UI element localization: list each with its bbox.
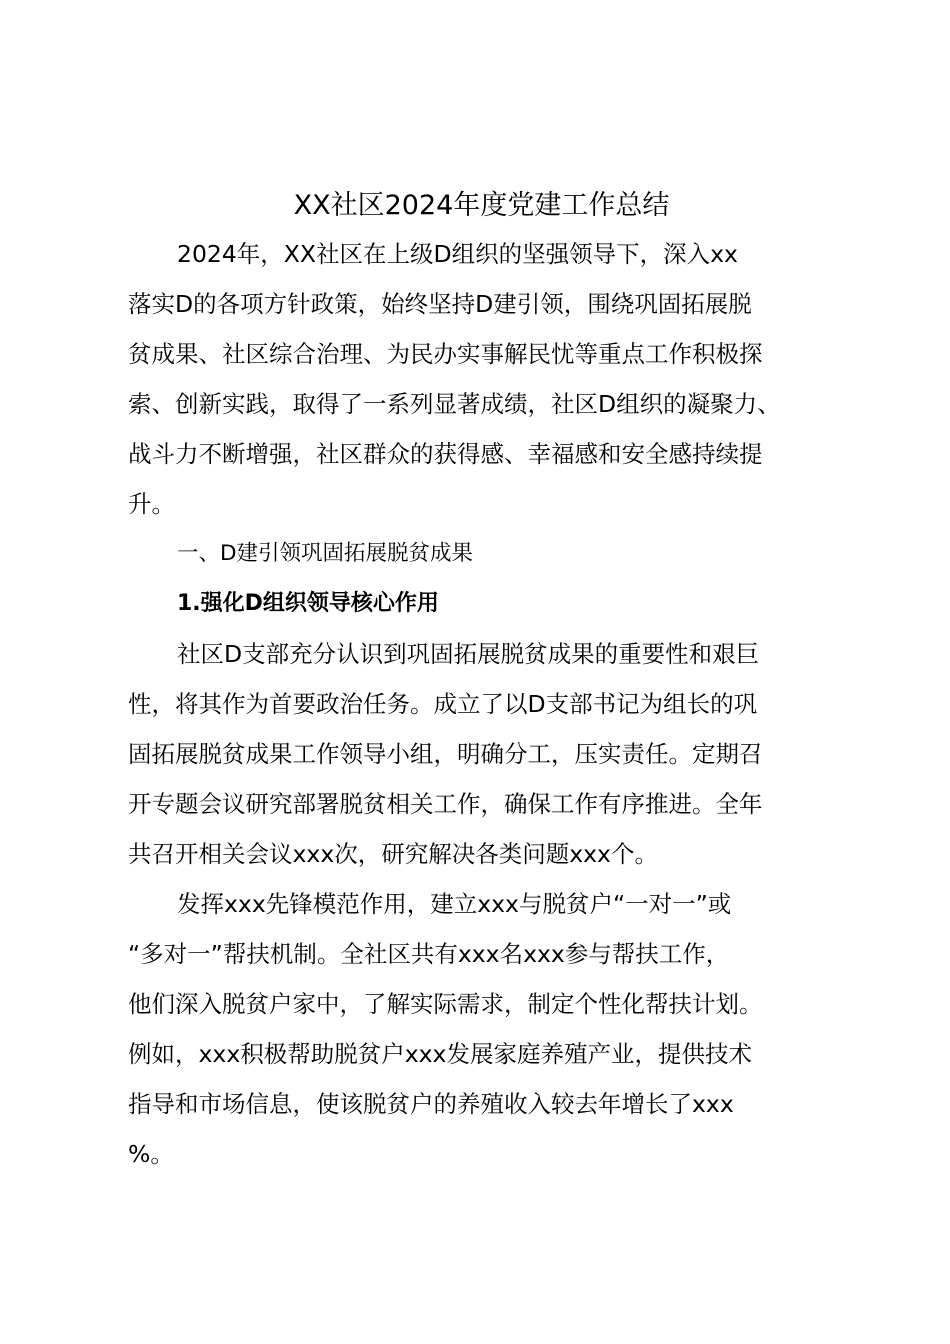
intro-line-1: 2024年，XX社区在上级D组织的坚强领导下，深入xx — [177, 240, 738, 268]
intro-line-4: 索、创新实践，取得了一系列显著成绩，社区D组织的凝聚力、 — [128, 390, 781, 418]
paragraph2-line-6: %。 — [128, 1140, 174, 1168]
intro-line-3: 贫成果、社区综合治理、为民办实事解民忧等重点工作积极探 — [128, 340, 763, 368]
paragraph1-line-4: 开专题会议研究部署脱贫相关工作，确保工作有序推进。全年 — [128, 790, 763, 818]
paragraph2-line-3: 他们深入脱贫户家中，了解实际需求，制定个性化帮扶计划。 — [128, 990, 763, 1018]
paragraph2-line-1: 发挥xxx先锋模范作用，建立xxx与脱贫户“一对一”或 — [177, 890, 732, 918]
intro-line-2: 落实D的各项方针政策，始终坚持D建引领，围绕巩固拓展脱 — [128, 290, 752, 318]
intro-line-5: 战斗力不断增强，社区群众的获得感、幸福感和安全感持续提 — [128, 440, 763, 468]
section-heading: 一、D建引领巩固拓展脱贫成果 — [177, 541, 474, 566]
paragraph1-line-3: 固拓展脱贫成果工作领导小组，明确分工，压实责任。定期召 — [128, 740, 763, 768]
paragraph1-line-5: 共召开相关会议xxx次，研究解决各类问题xxx个。 — [128, 840, 658, 868]
paragraph2-line-4: 例如，xxx积极帮助脱贫户xxx发展家庭养殖产业，提供技术 — [128, 1040, 752, 1068]
intro-line-6: 升。 — [128, 490, 175, 518]
paragraph1-line-2: 性，将其作为首要政治任务。成立了以D支部书记为组长的巩 — [128, 690, 758, 718]
subsection-heading: 1.强化D组织领导核心作用 — [177, 591, 439, 616]
paragraph1-line-1: 社区D支部充分认识到巩固拓展脱贫成果的重要性和艰巨 — [177, 640, 760, 668]
paragraph2-line-2: “多对一”帮扶机制。全社区共有xxx名xxx参与帮扶工作， — [128, 940, 730, 968]
paragraph2-line-5: 指导和市场信息，使该脱贫户的养殖收入较去年增长了xxx — [128, 1090, 734, 1118]
document-title: XX社区2024年度党建工作总结 — [293, 190, 670, 221]
